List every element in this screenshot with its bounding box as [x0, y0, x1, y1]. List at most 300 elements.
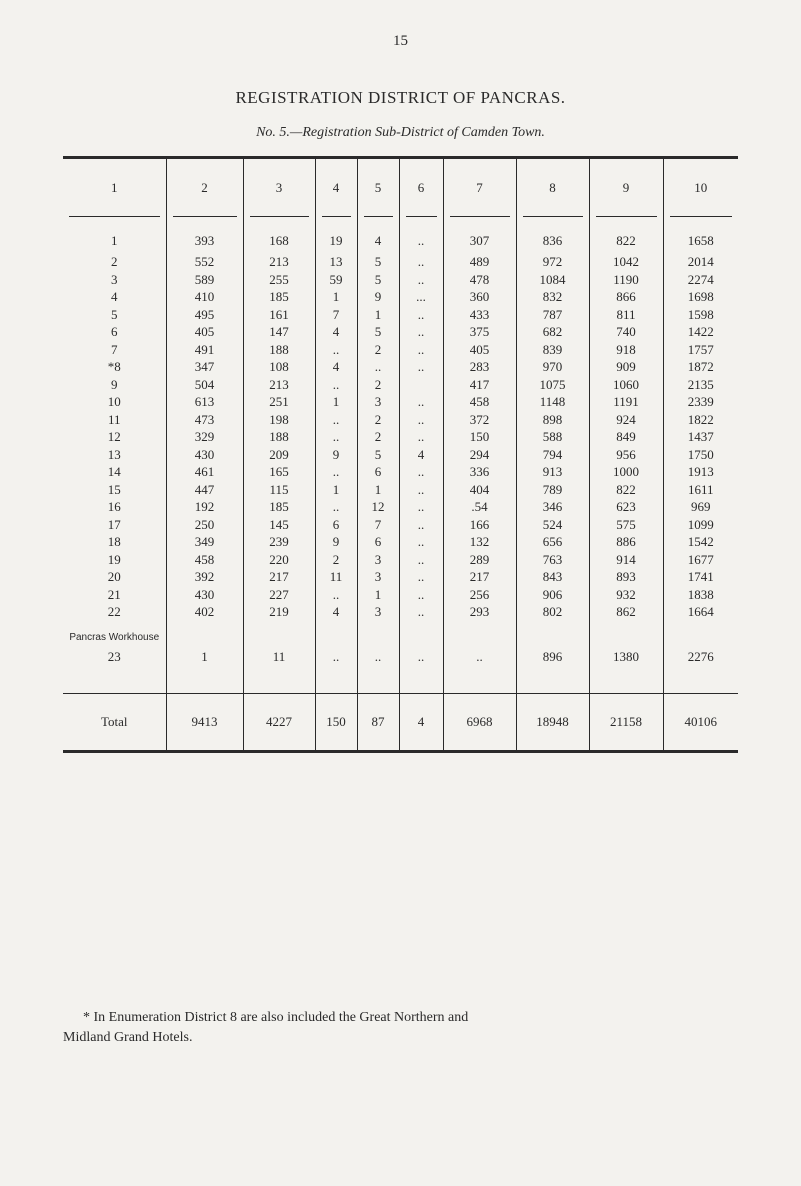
table-cell: 1611	[663, 481, 738, 499]
table-cell: 839	[516, 341, 589, 359]
row-label-cell: *8	[107, 359, 121, 375]
table-cell: 329	[166, 428, 243, 446]
empty-cell	[357, 671, 399, 694]
table-cell: ..	[399, 481, 443, 499]
header-underline	[406, 216, 437, 217]
header-underline	[364, 216, 393, 217]
table-cell: 972	[516, 253, 589, 271]
table-cell: 898	[516, 411, 589, 429]
table-row	[63, 551, 738, 569]
table-cell: 623	[589, 498, 663, 516]
table-cell: ..	[399, 516, 443, 534]
row-label-cell: 12	[107, 429, 121, 445]
table-cell: 763	[516, 551, 589, 569]
row-label-cell: 14	[107, 464, 121, 480]
table-cell: 3	[357, 603, 399, 621]
row-label-cell: 15	[107, 481, 121, 497]
table-cell: 478	[443, 271, 516, 289]
table-cell: 1838	[663, 586, 738, 604]
table-cell: 461	[166, 463, 243, 481]
footnote-line-2: Midland Grand Hotels.	[63, 1030, 193, 1045]
table-cell: 4	[315, 358, 357, 376]
table-cell: 402	[166, 603, 243, 621]
table-cell: 2	[357, 411, 399, 429]
table-cell: 9	[315, 446, 357, 464]
table-cell: 1	[315, 288, 357, 306]
table-cell: 59	[315, 271, 357, 289]
table-cell: 405	[443, 341, 516, 359]
table-cell: 165	[243, 463, 315, 481]
table-cell: 4	[315, 603, 357, 621]
row-label-cell: 9	[111, 376, 118, 392]
table-cell: 217	[243, 568, 315, 586]
row-label-cell: 5	[111, 306, 118, 322]
table-cell: 289	[443, 551, 516, 569]
table-cell: 1437	[663, 428, 738, 446]
table-cell: 336	[443, 463, 516, 481]
table-cell: 188	[243, 341, 315, 359]
table-cell: ..	[399, 358, 443, 376]
table-cell: ..	[315, 411, 357, 429]
spacer-row	[63, 671, 738, 694]
table-cell: 552	[166, 253, 243, 271]
header-underline	[250, 216, 309, 217]
table-cell: ...	[399, 288, 443, 306]
table-cell: 969	[663, 498, 738, 516]
table-cell: ..	[315, 463, 357, 481]
table-cell: 489	[443, 253, 516, 271]
table-cell: 794	[516, 446, 589, 464]
empty-cell	[399, 671, 443, 694]
table-cell: 2	[357, 376, 399, 394]
table-cell: 349	[166, 533, 243, 551]
table-row	[63, 533, 738, 551]
column-header-4: 4	[315, 158, 357, 218]
table-cell: 9	[315, 533, 357, 551]
footnote	[63, 1008, 738, 1048]
table-cell: 1698	[663, 288, 738, 306]
table-cell: 1084	[516, 271, 589, 289]
table-cell: ..	[399, 568, 443, 586]
table-cell: 185	[243, 498, 315, 516]
table-row	[63, 271, 738, 289]
table-cell: 213	[243, 376, 315, 394]
page-title: REGISTRATION DISTRICT OF PANCRAS.	[235, 88, 566, 107]
header-underline	[523, 216, 583, 217]
table-cell: ..	[399, 306, 443, 324]
table-cell: 4	[399, 446, 443, 464]
table-cell: 6	[357, 533, 399, 551]
table-row	[63, 341, 738, 359]
row-label-cell: 11	[107, 411, 121, 427]
table-row	[63, 217, 738, 253]
table-cell: 251	[243, 393, 315, 411]
table-row	[63, 498, 738, 516]
table-cell: 849	[589, 428, 663, 446]
table-cell: 168	[243, 217, 315, 253]
table-cell: .54	[443, 498, 516, 516]
table-cell: 5	[357, 253, 399, 271]
header-underline	[670, 216, 733, 217]
table-cell: 1757	[663, 341, 738, 359]
table-cell: 811	[589, 306, 663, 324]
table-cell: 417	[443, 376, 516, 394]
table-cell: 147	[243, 323, 315, 341]
table-cell: 293	[443, 603, 516, 621]
row-label-cell: 6	[111, 324, 118, 340]
table-cell: 1099	[663, 516, 738, 534]
table-cell: 3	[357, 568, 399, 586]
table-cell: 1664	[663, 603, 738, 621]
row-label-cell: 1	[111, 232, 118, 248]
table-cell: 150	[443, 428, 516, 446]
table-cell: 787	[516, 306, 589, 324]
table-cell: 613	[166, 393, 243, 411]
table-row	[63, 463, 738, 481]
table-cell: 2276	[663, 643, 738, 671]
table-cell: 932	[589, 586, 663, 604]
table-row	[63, 516, 738, 534]
empty-cell	[243, 621, 315, 643]
row-label-cell: Total	[100, 714, 128, 729]
table-cell: 108	[243, 358, 315, 376]
table-cell: 836	[516, 217, 589, 253]
table-cell: 909	[589, 358, 663, 376]
table-cell: ..	[399, 428, 443, 446]
column-header-2: 2	[166, 158, 243, 218]
table-cell: 1677	[663, 551, 738, 569]
table-cell: ..	[399, 586, 443, 604]
column-header-7: 7	[443, 158, 516, 218]
table-cell: 1060	[589, 376, 663, 394]
table-row	[63, 586, 738, 604]
table-cell: 4	[357, 217, 399, 253]
table-cell: 256	[443, 586, 516, 604]
table-row	[63, 288, 738, 306]
table-cell	[399, 376, 443, 394]
table-cell: 6968	[443, 694, 516, 752]
table-cell: 294	[443, 446, 516, 464]
data-table-container	[63, 156, 738, 753]
table-cell: 161	[243, 306, 315, 324]
row-label-cell: 2	[111, 254, 118, 270]
table-cell: 219	[243, 603, 315, 621]
empty-cell	[63, 671, 166, 694]
column-header-9: 9	[589, 158, 663, 218]
table-cell: 410	[166, 288, 243, 306]
table-cell: 4	[399, 694, 443, 752]
empty-cell	[443, 621, 516, 643]
table-cell: 209	[243, 446, 315, 464]
column-header-6: 6	[399, 158, 443, 218]
table-cell: 924	[589, 411, 663, 429]
table-cell: 789	[516, 481, 589, 499]
table-cell: ..	[399, 551, 443, 569]
table-cell: 12	[357, 498, 399, 516]
table-cell: 740	[589, 323, 663, 341]
empty-cell	[663, 621, 738, 643]
table-cell: 1	[315, 393, 357, 411]
row-label-cell: 20	[107, 569, 121, 585]
table-row	[63, 603, 738, 621]
table-cell: ..	[399, 253, 443, 271]
table-cell: 862	[589, 603, 663, 621]
row-label-cell: 10	[107, 394, 121, 410]
empty-cell	[589, 671, 663, 694]
header-underline	[450, 216, 510, 217]
table-cell: 7	[357, 516, 399, 534]
table-row	[63, 253, 738, 271]
table-cell: 524	[516, 516, 589, 534]
table-cell: ..	[357, 358, 399, 376]
total-row	[63, 694, 738, 752]
table-cell: ..	[399, 463, 443, 481]
table-cell: 1	[357, 306, 399, 324]
table-cell: 347	[166, 358, 243, 376]
table-cell: ..	[315, 341, 357, 359]
table-cell: 1872	[663, 358, 738, 376]
table-cell: 491	[166, 341, 243, 359]
table-cell: 19	[315, 217, 357, 253]
table-cell: 213	[243, 253, 315, 271]
table-cell: 132	[443, 533, 516, 551]
empty-cell	[663, 671, 738, 694]
table-cell: 504	[166, 376, 243, 394]
table-cell: 1	[315, 481, 357, 499]
table-cell: ..	[399, 341, 443, 359]
empty-cell	[243, 671, 315, 694]
table-cell: 970	[516, 358, 589, 376]
row-label-cell: 23	[107, 649, 121, 664]
table-cell: 6	[357, 463, 399, 481]
table-cell: 283	[443, 358, 516, 376]
table-cell: 87	[357, 694, 399, 752]
table-cell: 682	[516, 323, 589, 341]
table-cell: 404	[443, 481, 516, 499]
table-cell: 3	[357, 393, 399, 411]
table-cell: ..	[315, 643, 357, 671]
header-row	[63, 158, 738, 218]
table-cell: 458	[443, 393, 516, 411]
table-cell: 4227	[243, 694, 315, 752]
empty-cell	[589, 621, 663, 643]
table-cell: 3	[357, 551, 399, 569]
page-number: 15	[393, 33, 408, 49]
table-cell: 832	[516, 288, 589, 306]
table-cell: ..	[399, 603, 443, 621]
table-cell: 473	[166, 411, 243, 429]
table-cell: 2135	[663, 376, 738, 394]
table-cell: 192	[166, 498, 243, 516]
table-cell: 896	[516, 643, 589, 671]
column-header-5: 5	[357, 158, 399, 218]
table-cell: 239	[243, 533, 315, 551]
table-cell: 906	[516, 586, 589, 604]
row-label-cell: 13	[107, 446, 121, 462]
empty-cell	[166, 671, 243, 694]
table-cell: 2014	[663, 253, 738, 271]
table-cell: 918	[589, 341, 663, 359]
table-cell: 220	[243, 551, 315, 569]
workhouse-label-row	[63, 621, 738, 643]
table-row	[63, 428, 738, 446]
empty-cell	[315, 671, 357, 694]
table-cell: 1542	[663, 533, 738, 551]
table-cell: ..	[399, 498, 443, 516]
table-cell: ..	[315, 498, 357, 516]
table-cell: ..	[399, 411, 443, 429]
table-cell: 250	[166, 516, 243, 534]
table-cell: 145	[243, 516, 315, 534]
table-cell: 1148	[516, 393, 589, 411]
header-underline	[69, 216, 160, 217]
table-cell: 433	[443, 306, 516, 324]
table-cell: 589	[166, 271, 243, 289]
table-cell: ..	[357, 643, 399, 671]
table-cell: 866	[589, 288, 663, 306]
header-underline	[596, 216, 657, 217]
table-cell: 886	[589, 533, 663, 551]
table-row	[63, 411, 738, 429]
row-label-cell: 18	[107, 534, 121, 550]
table-cell: 4	[315, 323, 357, 341]
table-cell: 1598	[663, 306, 738, 324]
empty-cell	[443, 671, 516, 694]
empty-cell	[357, 621, 399, 643]
table-cell: 217	[443, 568, 516, 586]
table-cell: 430	[166, 586, 243, 604]
table-cell: 1750	[663, 446, 738, 464]
table-cell: 2	[357, 341, 399, 359]
table-cell: ..	[399, 393, 443, 411]
table-cell: 2274	[663, 271, 738, 289]
table-cell: 1190	[589, 271, 663, 289]
table-cell: ..	[315, 376, 357, 394]
table-cell: 1075	[516, 376, 589, 394]
table-cell: 495	[166, 306, 243, 324]
table-cell: 9	[357, 288, 399, 306]
column-header-3: 3	[243, 158, 315, 218]
table-cell: 1658	[663, 217, 738, 253]
table-row	[63, 376, 738, 394]
table-cell: 914	[589, 551, 663, 569]
table-cell: ..	[443, 643, 516, 671]
table-cell: 430	[166, 446, 243, 464]
row-label-cell: 16	[107, 499, 121, 515]
table-cell: 372	[443, 411, 516, 429]
table-cell: 9413	[166, 694, 243, 752]
table-cell: ..	[399, 217, 443, 253]
table-cell: 393	[166, 217, 243, 253]
table-cell: 1	[357, 586, 399, 604]
row-label-cell: 17	[107, 516, 121, 532]
table-cell: 346	[516, 498, 589, 516]
table-cell: 575	[589, 516, 663, 534]
table-row	[63, 481, 738, 499]
table-row	[63, 358, 738, 376]
table-cell: 227	[243, 586, 315, 604]
column-header-8: 8	[516, 158, 589, 218]
table-cell: 447	[166, 481, 243, 499]
page-subtitle: No. 5.—Registration Sub-District of Camden Town.	[256, 125, 545, 140]
empty-cell	[516, 621, 589, 643]
row-label-cell: 19	[107, 551, 121, 567]
table-cell: 40106	[663, 694, 738, 752]
table-cell: 166	[443, 516, 516, 534]
table-cell: 115	[243, 481, 315, 499]
table-row	[63, 568, 738, 586]
table-bottom-rule	[63, 751, 738, 753]
table-cell: 1822	[663, 411, 738, 429]
table-cell: ..	[315, 428, 357, 446]
table-row	[63, 306, 738, 324]
data-table	[63, 156, 738, 753]
table-cell: 802	[516, 603, 589, 621]
table-cell: 843	[516, 568, 589, 586]
row-label-cell: 22	[107, 604, 121, 620]
table-row	[63, 446, 738, 464]
table-cell: 956	[589, 446, 663, 464]
empty-cell	[166, 621, 243, 643]
table-cell: 1	[166, 643, 243, 671]
table-cell: 1191	[589, 393, 663, 411]
table-cell: ..	[399, 533, 443, 551]
table-cell: 1422	[663, 323, 738, 341]
table-cell: 150	[315, 694, 357, 752]
workhouse-row	[63, 643, 738, 671]
table-cell: 185	[243, 288, 315, 306]
empty-cell	[516, 671, 589, 694]
column-header-1: 1	[63, 158, 166, 218]
table-cell: 822	[589, 481, 663, 499]
table-cell: 255	[243, 271, 315, 289]
table-cell: 18948	[516, 694, 589, 752]
table-cell: 913	[516, 463, 589, 481]
table-cell: 392	[166, 568, 243, 586]
table-cell: 405	[166, 323, 243, 341]
table-cell: 2339	[663, 393, 738, 411]
table-cell: 21158	[589, 694, 663, 752]
table-cell: 1042	[589, 253, 663, 271]
table-cell: 5	[357, 271, 399, 289]
workhouse-label: Pancras Workhouse	[69, 631, 160, 643]
table-cell: 11	[243, 643, 315, 671]
table-cell: 7	[315, 306, 357, 324]
table-cell: 1000	[589, 463, 663, 481]
table-cell: 11	[315, 568, 357, 586]
row-label-cell: 4	[111, 289, 118, 305]
table-cell: 307	[443, 217, 516, 253]
table-cell: ..	[315, 586, 357, 604]
table-cell: 5	[357, 323, 399, 341]
table-cell: 893	[589, 568, 663, 586]
table-row	[63, 393, 738, 411]
table-cell: 458	[166, 551, 243, 569]
table-cell: ..	[399, 643, 443, 671]
table-cell: 822	[589, 217, 663, 253]
table-cell: 2	[357, 428, 399, 446]
row-label-cell: 21	[107, 586, 121, 602]
table-cell: 1913	[663, 463, 738, 481]
table-cell: 5	[357, 446, 399, 464]
table-cell: 1741	[663, 568, 738, 586]
header-underline	[173, 216, 237, 217]
table-cell: ..	[399, 323, 443, 341]
table-cell: 375	[443, 323, 516, 341]
table-cell: 1380	[589, 643, 663, 671]
row-label-cell: 3	[111, 271, 118, 287]
table-cell: 588	[516, 428, 589, 446]
